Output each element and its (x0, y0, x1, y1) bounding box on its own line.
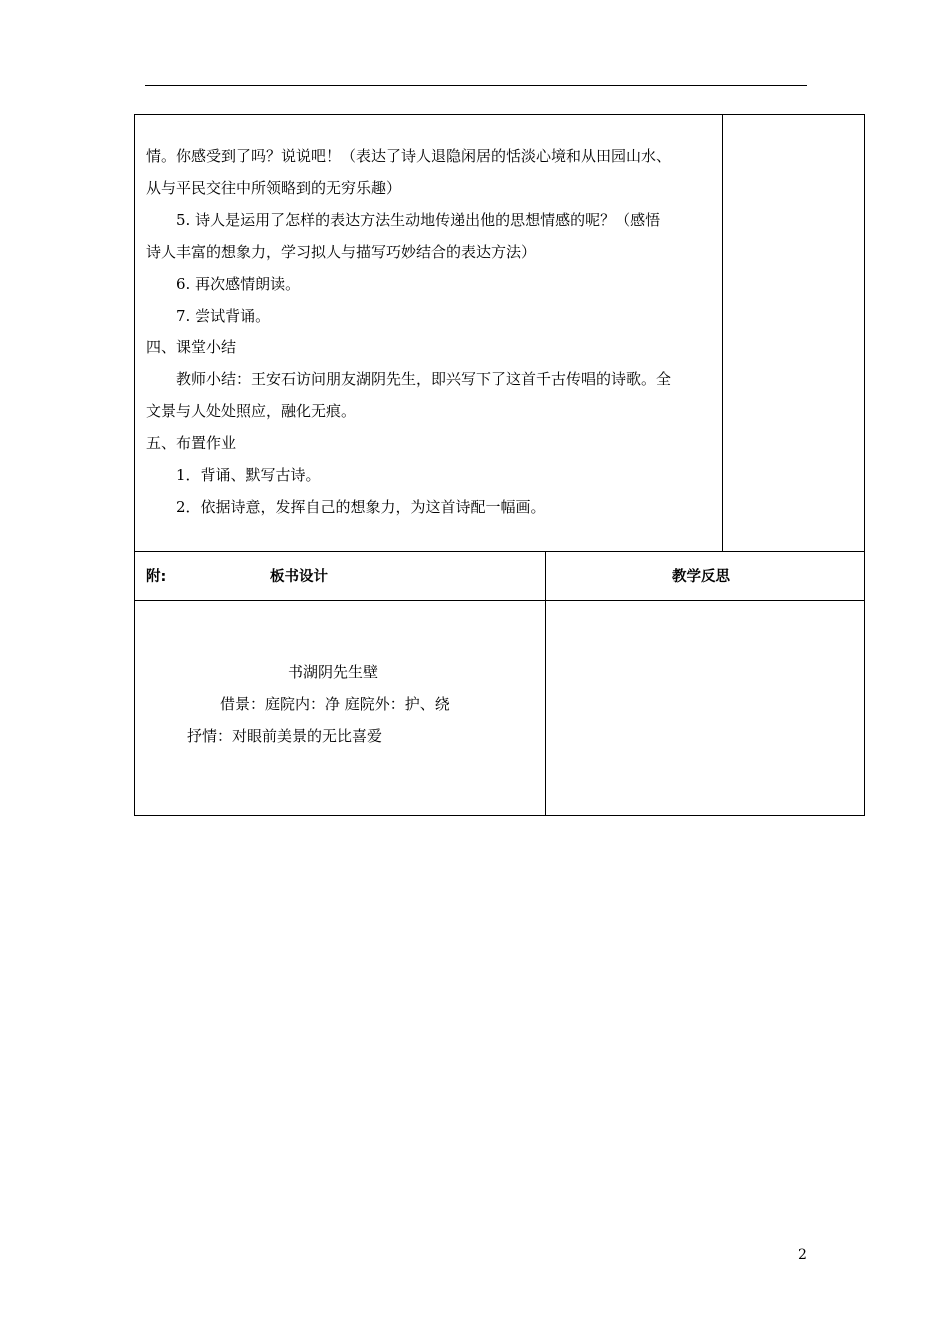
body-line-2: 从与平民交往中所领略到的无穷乐趣） (146, 179, 402, 197)
board-title: 书湖阴先生壁 (288, 663, 379, 681)
board-line-2: 抒情：对眼前美景的无比喜爱 (187, 727, 383, 745)
appendix-label: 附: (146, 569, 167, 585)
body-line-8: 教师小结：王安石访问朋友湖阴先生，即兴写下了这首千古传唱的诗歌。全 (176, 370, 672, 388)
row-divider-1 (135, 551, 864, 552)
section-heading-summary: 四、课堂小结 (146, 338, 237, 356)
row-divider-2 (135, 600, 864, 601)
teaching-reflection-heading: 教学反思 (672, 569, 730, 585)
body-line-3: 5. 诗人是运用了怎样的表达方法生动地传递出他的思想情感的呢？（感悟 (176, 211, 661, 229)
board-design-heading: 板书设计 (270, 569, 328, 585)
column-divider-top (722, 115, 723, 551)
section-heading-homework: 五、布置作业 (146, 434, 237, 452)
body-line-4: 诗人丰富的想象力，学习拟人与描写巧妙结合的表达方法） (146, 243, 537, 261)
body-line-6: 7. 尝试背诵。 (176, 307, 271, 325)
page-number: 2 (798, 1247, 807, 1263)
header-rule (145, 85, 807, 86)
body-line-5: 6. 再次感情朗读。 (176, 275, 301, 293)
body-line-11: 1．背诵、默写古诗。 (176, 466, 321, 484)
body-line-12: 2．依据诗意，发挥自己的想象力，为这首诗配一幅画。 (176, 498, 546, 516)
column-divider-bottom (545, 551, 546, 815)
lesson-table (134, 114, 865, 816)
body-line-1: 情。你感受到了吗？说说吧！（表达了诗人退隐闲居的恬淡心境和从田园山水、 (146, 147, 672, 165)
board-line-1: 借景：庭院内：净 庭院外：护、绕 (220, 695, 450, 713)
body-line-9: 文景与人处处照应，融化无痕。 (146, 402, 357, 420)
